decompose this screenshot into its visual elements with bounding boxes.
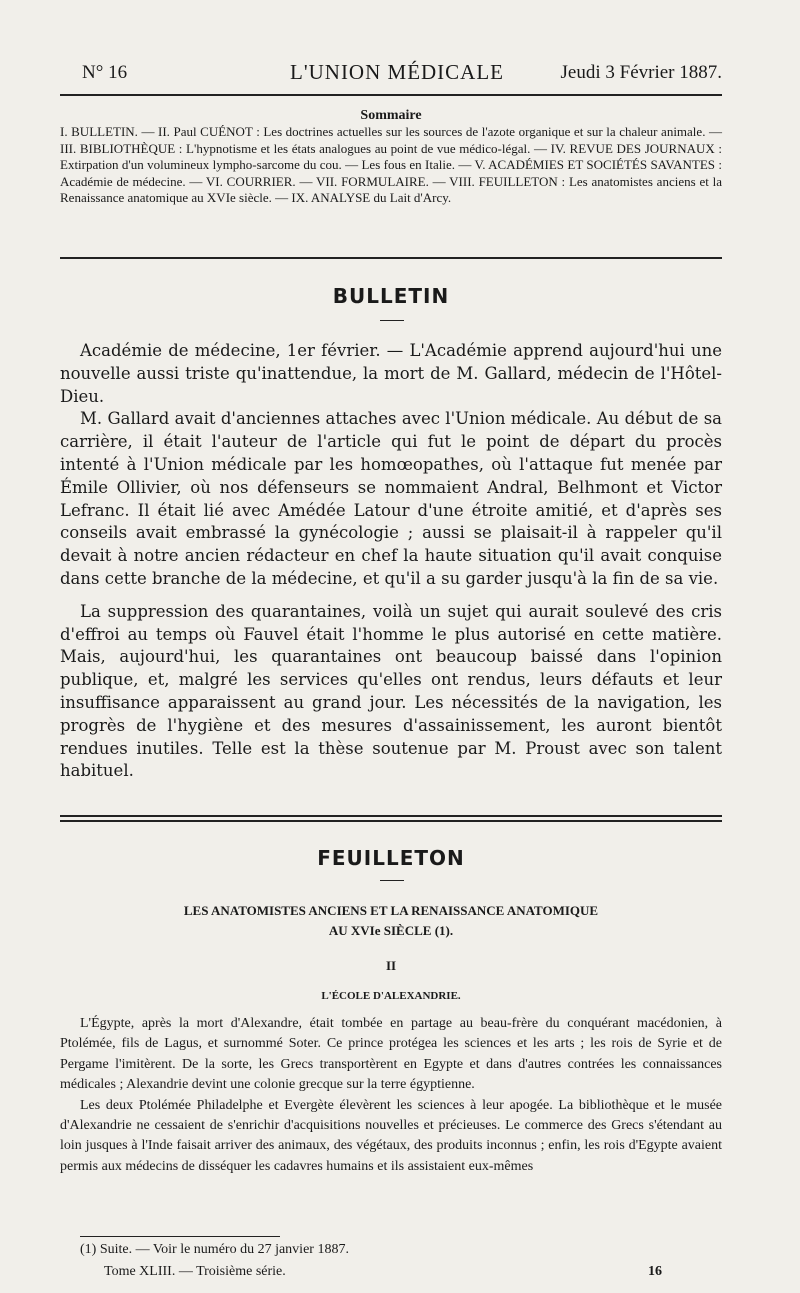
footnote-rule <box>80 1236 280 1237</box>
feuilleton-title: FEUILLETON <box>317 846 465 870</box>
issue-number: N° 16 <box>82 62 128 83</box>
issue-date: Jeudi 3 Février 1887. <box>560 62 722 83</box>
volume-text: Tome XLIII. — Troisième série. <box>104 1264 286 1279</box>
feuilleton-heading: LES ANATOMISTES ANCIENS ET LA RENAISSANCE ANATOMIQUE <box>183 903 599 918</box>
feuilleton-part: II <box>385 958 397 973</box>
bulletin-paragraph-1: Académie de médecine, 1er février. — L'Académie apprend aujourd'hui une nouvelle aussi triste qu'inattendue, la mort de M. Gallard, médecin de l'Hôtel-Dieu. <box>60 341 722 406</box>
feuilleton-paragraph-1: L'Égypte, après la mort d'Alexandre, était tombée en partage au beau-frère du conquérant macédonien, à Ptolémée, fils de Lagus, et surnommé Soter. Ce prince protégea les sciences et les arts ; les rois de Syrie et de Pergame l'imitèrent. De la sorte, les Grecs transportèrent en Egypte et dans d'autres contrées les connaissances médicales ; Alexandrie devint une colonie grecque sur la terre égyptienne. <box>60 1016 722 1093</box>
feuilleton-paragraph-2: Les deux Ptolémée Philadelphe et Evergète élevèrent les sciences à leur apogée. La bibliothèque et le musée d'Alexandrie ne cessaient de s'enrichir d'acquisitions nouvelles et précieuses. Le commerce des Grecs s'étendant au loin jusques à l'Inde faisait arriver des animaux, des végétaux, des produits inconnus ; enfin, les rois d'Egypte avaient permis aux médecins de disséquer les cadavres humains et ils assistaient eux-mêmes <box>60 1097 722 1174</box>
bulletin-body <box>60 340 722 783</box>
page-number: 16 <box>648 1264 662 1279</box>
bulletin-title: BULLETIN <box>332 284 450 308</box>
bulletin-paragraph-3: La suppression des quarantaines, voilà un sujet qui aurait soulevé des cris d'effroi au temps où Fauvel était l'homme le plus autorisé en cette matière. Mais, aujourd'hui, les quarantaines ont beaucoup baissé dans l'opinion publique, et, malgré les services qu'elles ont rendus, leurs défauts et leur insuffisance apparaissent au grand jour. Les nécessités de la navigation, les progrès de l'hygiène et des mesures d'assainissement, les auront bientôt rendues inutiles. Telle est la thèse soutenue par M. Proust avec son talent habituel. <box>60 601 722 781</box>
bulletin-short-rule <box>380 320 404 321</box>
page-header <box>60 58 722 88</box>
journal-title: L'UNION MÉDICALE <box>290 60 505 84</box>
footnote: (1) Suite. — Voir le numéro du 27 janvier 1887. <box>80 1242 349 1257</box>
newspaper-page <box>60 0 722 1293</box>
header-rule <box>60 94 722 96</box>
sommaire-title: Sommaire <box>360 108 422 123</box>
feuilleton-body <box>60 1014 722 1177</box>
feuilleton-rule-top <box>60 815 722 817</box>
feuilleton-subheading: AU XVIe SIÈCLE (1). <box>328 923 454 938</box>
volume-info <box>104 1264 286 1280</box>
feuilleton-short-rule <box>380 880 404 881</box>
feuilleton-rule-bottom <box>60 820 722 822</box>
bulletin-paragraph-2: M. Gallard avait d'anciennes attaches avec l'Union médicale. Au début de sa carrière, il était l'auteur de l'article qui fut le point de départ du procès intenté à l'Union médicale par les homœopathes, où l'attaque fut menée par Émile Ollivier, où nos défenseurs se nommaient Andral, Belhmont et Victor Lefranc. Il était lié avec Amédée Latour d'une étroite amitié, et d'après ses conseils avait embrassé la gynécologie ; aussi se plaisait-il à rappeler qu'il devait à notre ancien rédacteur en chef la haute situation qu'il avait conquise dans cette branche de la médecine, et qu'il a su garder jusqu'à la fin de sa vie. <box>60 409 722 588</box>
feuilleton-chapter: L'ÉCOLE D'ALEXANDRIE. <box>321 990 461 1002</box>
sommaire-text: I. BULLETIN. — II. Paul CUÉNOT : Les doctrines actuelles sur les sources de l'azote organique et sur la chaleur animale. — III. BIBLIOTHÈQUE : L'hypnotisme et les états analogues au point de vue médico-légal. — IV. REVUE DES JOURNAUX : Extirpation d'un volumineux lympho-sarcome du cou. — Les fous en Italie. — V. ACADÉMIES ET SOCIÉTÉS SAVANTES : Académie de médecine. — VI. COURRIER. — VII. FORMULAIRE. — VIII. FEUILLETON : Les anatomistes anciens et la Renaissance anatomique au XVIe siècle. — IX. ANALYSE du Lait d'Arcy. <box>60 124 722 205</box>
sommaire-rule <box>60 257 722 259</box>
